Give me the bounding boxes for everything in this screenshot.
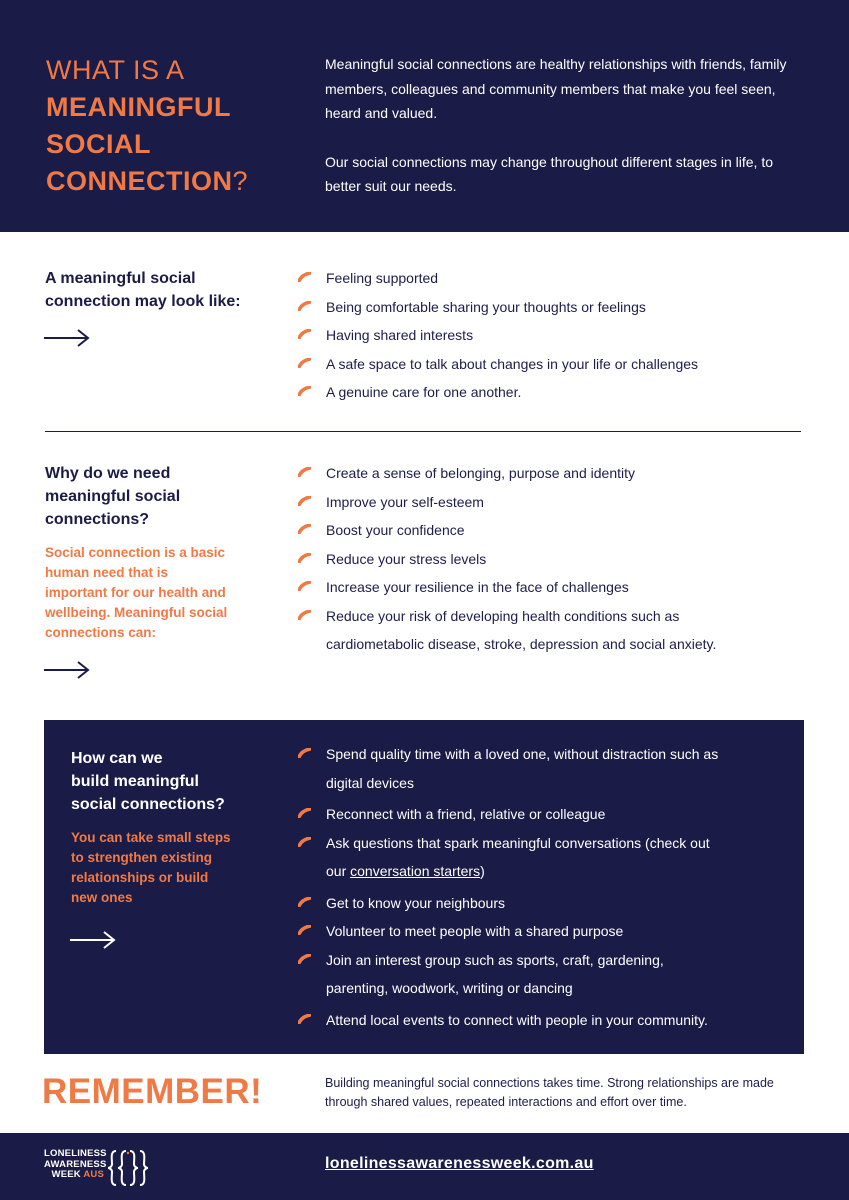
section2-heading-line: connections? xyxy=(45,511,150,528)
list-item-text-part: our xyxy=(326,863,351,879)
logo-text-line: AWARENESS xyxy=(44,1158,107,1170)
list-item xyxy=(298,488,716,517)
header-paragraph-1: Meaningful social connections are healthy relationships with friends, family members, colleagues and community members that make you feel seen, heard and valued. xyxy=(325,56,787,121)
arrow-right-icon xyxy=(70,930,116,950)
orange-stroke-bullet-icon xyxy=(298,1014,311,1024)
section3-sub-line: to strengthen existing xyxy=(71,850,213,865)
list-item xyxy=(298,293,698,322)
list-item-text: Attend local events to connect with people in your community. xyxy=(326,1011,708,1028)
orange-stroke-bullet-icon xyxy=(298,925,311,935)
section3-heading-line: How can we xyxy=(71,750,163,767)
logo-aus: AUS xyxy=(83,1169,104,1180)
section2-subheading xyxy=(45,543,227,643)
list-item xyxy=(298,516,716,545)
section3-sub-line: relationships or build xyxy=(71,870,209,885)
remember-title: REMEMBER! xyxy=(42,1072,263,1111)
list-item-text: Join an interest group such as sports, craft, gardening, xyxy=(326,951,664,968)
header-banner xyxy=(0,0,849,232)
section2-list xyxy=(298,459,716,659)
list-item xyxy=(298,459,716,488)
title-question-mark: ? xyxy=(232,166,249,196)
list-item-text: Having shared interests xyxy=(326,327,474,343)
list-item-text: Reconnect with a friend, relative or colleague xyxy=(326,806,606,822)
footer xyxy=(0,1133,849,1200)
list-item-text: cardiometabolic disease, stroke, depression and social anxiety. xyxy=(326,636,717,652)
list-item xyxy=(298,602,716,659)
title-line-3: SOCIAL xyxy=(46,129,152,159)
section2-heading-line: meaningful social xyxy=(45,488,181,505)
orange-stroke-bullet-icon xyxy=(298,748,311,758)
section2-heading xyxy=(45,462,180,531)
list-item xyxy=(298,889,718,918)
list-item-text: Spend quality time with a loved one, without distraction such as xyxy=(326,746,719,762)
list-item-text: Ask questions that spark meaningful conversations (check out xyxy=(326,834,710,851)
section2-sub-line: connections can: xyxy=(45,625,157,640)
list-item-text: Feeling supported xyxy=(326,270,439,286)
section3-subheading xyxy=(71,828,231,908)
orange-stroke-bullet-icon xyxy=(298,610,311,620)
list-item xyxy=(298,946,718,1003)
list-item-text: Improve your self-esteem xyxy=(326,493,484,510)
section3-heading-line: build meaningful xyxy=(71,773,199,790)
list-item xyxy=(298,1006,718,1035)
list-item-text: A genuine care for one another. xyxy=(326,384,522,400)
arrow-right-icon xyxy=(44,328,90,348)
list-item-text: Increase your resilience in the face of challenges xyxy=(326,579,629,595)
list-item-text: Being comfortable sharing your thoughts or feelings xyxy=(326,298,646,315)
orange-stroke-bullet-icon xyxy=(298,808,311,818)
list-item xyxy=(298,573,716,602)
orange-stroke-bullet-icon xyxy=(298,386,311,396)
list-item xyxy=(298,545,716,574)
section2-sub-line: wellbeing. Meaningful social xyxy=(45,605,228,620)
section3-heading xyxy=(71,747,225,816)
list-item-text: Create a sense of belonging, purpose and identity xyxy=(326,465,635,481)
list-item xyxy=(298,321,698,350)
section2-sub-line: important for our health and xyxy=(45,585,226,600)
header-paragraph-2: Our social connections may change throughout different stages in life, to better suit our needs. xyxy=(325,153,774,194)
section3-list xyxy=(298,740,718,1034)
section3-heading-line: social connections? xyxy=(71,796,225,813)
orange-stroke-bullet-icon xyxy=(298,581,311,591)
section3-sub-line: You can take small steps xyxy=(71,830,231,845)
section1-heading-line: A meaningful social xyxy=(45,270,196,287)
section2-heading-line: Why do we need xyxy=(45,465,171,482)
section1-heading-line: connection may look like: xyxy=(45,293,241,310)
logo-text-line xyxy=(44,1170,104,1181)
list-item xyxy=(298,264,698,293)
title-line-4: CONNECTION xyxy=(46,166,233,196)
logo-braces-icon xyxy=(106,1149,150,1187)
list-item xyxy=(298,917,718,946)
page-title xyxy=(46,52,296,200)
orange-stroke-bullet-icon xyxy=(298,837,311,847)
list-item xyxy=(298,350,698,379)
orange-stroke-bullet-icon xyxy=(298,524,311,534)
remember-text: Building meaningful social connections takes time. Strong relationships are made through shared values, repeated interactions and effort over time. xyxy=(325,1076,774,1109)
list-item-text: Boost your confidence xyxy=(326,522,465,538)
loneliness-awareness-week-logo[interactable] xyxy=(44,1149,154,1187)
orange-stroke-bullet-icon xyxy=(298,897,311,907)
list-item xyxy=(298,829,718,886)
orange-stroke-bullet-icon xyxy=(298,301,311,311)
list-item-text: Reduce your risk of developing health conditions such as xyxy=(326,607,680,624)
section2-sub-line: Social connection is a basic xyxy=(45,545,226,560)
header-description xyxy=(325,52,805,199)
list-item-text: parenting, woodwork, writing or dancing xyxy=(326,980,573,996)
list-item-text-part: ) xyxy=(480,863,485,879)
orange-stroke-bullet-icon xyxy=(298,272,311,282)
orange-stroke-bullet-icon xyxy=(298,358,311,368)
list-item-text: Reduce your stress levels xyxy=(326,550,487,567)
orange-stroke-bullet-icon xyxy=(298,496,311,506)
logo-text xyxy=(44,1148,107,1181)
orange-stroke-bullet-icon xyxy=(298,329,311,339)
list-item xyxy=(298,740,718,797)
section3-box xyxy=(44,720,804,1054)
list-item-text xyxy=(326,857,718,886)
section1-heading xyxy=(45,267,241,313)
orange-stroke-bullet-icon xyxy=(298,467,311,477)
title-line-1: WHAT IS A xyxy=(46,55,185,85)
website-link[interactable]: lonelinessawarenessweek.com.au xyxy=(325,1155,594,1172)
orange-stroke-bullet-icon xyxy=(298,954,311,964)
orange-stroke-bullet-icon xyxy=(298,553,311,563)
list-item xyxy=(298,378,698,407)
arrow-right-icon xyxy=(44,660,90,680)
logo-text-line: LONELINESS xyxy=(44,1148,107,1159)
logo-week: WEEK xyxy=(51,1169,84,1180)
section-divider xyxy=(45,431,801,432)
section2-sub-line: human need that is xyxy=(45,565,169,580)
list-item-text: Volunteer to meet people with a shared purpose xyxy=(326,923,624,939)
title-line-2: MEANINGFUL xyxy=(46,92,231,122)
list-item-text: A safe space to talk about changes in your life or challenges xyxy=(326,355,699,372)
list-item-text: Get to know your neighbours xyxy=(326,894,505,911)
list-item-text: digital devices xyxy=(326,774,414,791)
list-item xyxy=(298,800,718,829)
section3-sub-line: new ones xyxy=(71,890,133,905)
conversation-starters-link[interactable]: conversation starters xyxy=(350,863,481,879)
section1-list xyxy=(298,264,698,407)
